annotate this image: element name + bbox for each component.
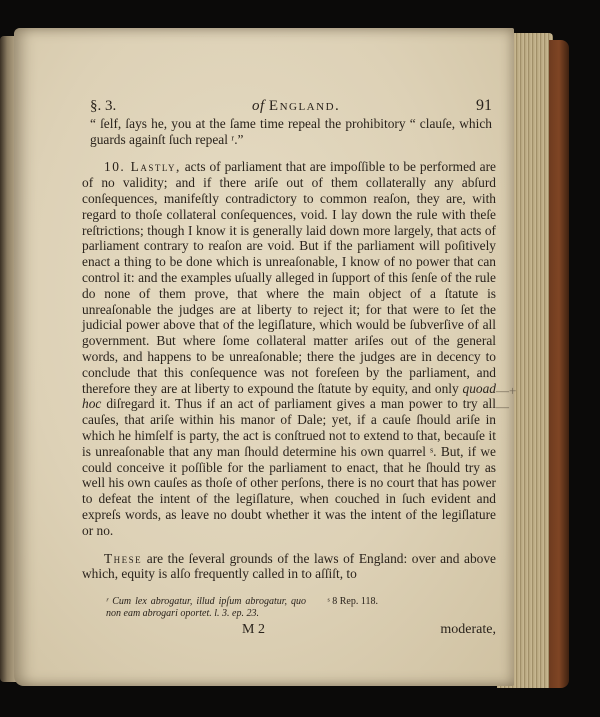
signature-mark: M 2 (242, 622, 265, 638)
paragraph-lead: These (104, 550, 143, 566)
quotation-continuation: “ ſelf, ſays he, you at the ſame time repeal the prohibitory “ clauſe, which guards againſt ſuch repeal ʳ.” (90, 115, 492, 147)
section-number: §. 3. (90, 98, 117, 114)
paragraph-lead: 10. Lastly, (104, 159, 181, 175)
footnotes (82, 596, 496, 620)
italic-phrase: quoad hoc (82, 380, 496, 412)
paragraph-lastly: 10. Lastly, acts of parliament that are impoſſible to be performed are of no validity; and if there ariſe out of them collaterally any abſurd conſequences, manifeſtly contradictory to common reaſon, they are, with regard to thoſe collateral conſequences, void. I lay down the rule with theſe reſtrictions; though I know it is generally laid down more largely, that acts of parliament contrary to reaſon are void. But if the parliament will poſitively enact a thing to be done which is unreaſonable, I know of no power that can control it: and the examples uſually alleged in ſupport of this ſenſe of the rule do none of them prove, that where the main object of a ſtatute is unreaſonable the judges are at liberty to reject it; for that were to ſet the judicial power above that of the legiſlature, which would be ſubverſive of all government. But where ſome collateral matter ariſes out of the general words, and happens to be unreaſonable; there the judges are in decency to conclude that this conſequence was not foreſeen by the parliament, and therefore they are at liberty to expound the ſtatute by equity, and only quoad hoc diſregard it. Thus if an act of parliament gives a man power to try all cauſes, that ariſe within his manor of Dale; yet, if a cauſe ſhould ariſe in which he himſelf is party, the act is conſtrued not to extend to that, becauſe it is unreaſonable that any man ſhould determine his own quarrel ˢ. But, if we could conceive it poſſible for the parliament to enact, that he ſhould try as well his own cauſes as thoſe of other perſons, there is no court that has power to defeat the intent of the legiſlature, when couched in ſuch evident and expreſs words, as leave no doubt whether it was the intent of the legiſlature or no. (82, 159, 496, 538)
running-header (82, 98, 496, 115)
catchword: moderate, (440, 622, 496, 638)
page-footer (82, 622, 496, 638)
running-title: of England. (251, 98, 341, 114)
page-text (82, 98, 496, 638)
footnote-s: ˢ 8 Rep. 118. (327, 596, 378, 608)
paragraph-these: These are the ſeveral grounds of the laws of England: over and above which, equity is alſo frequently called in to aſſiſt, to (82, 550, 496, 582)
book-cover (549, 40, 569, 688)
footnote-r: ʳ Cum lex abrogatur, illud ipſum abrogatur, quo non eam abrogari oportet. l. 3. ep. 23. (106, 596, 306, 620)
page-number: 91 (476, 97, 492, 114)
margin-pencil-mark: —+— (496, 383, 517, 414)
